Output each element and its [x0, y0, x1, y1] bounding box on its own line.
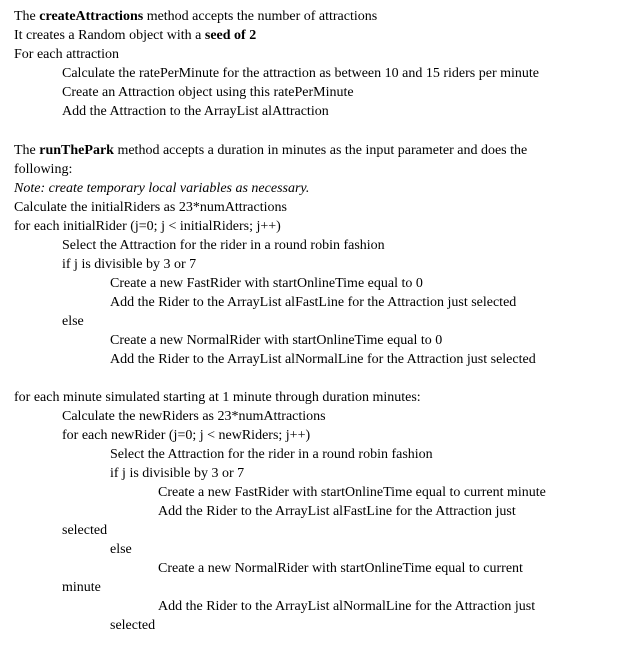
if-divisible-line: if j is divisible by 3 or 7	[62, 257, 197, 272]
select-attraction-line: Select the Attraction for the rider in a round robin fashion	[62, 238, 385, 253]
method-name-run-the-park: runThePark	[39, 143, 114, 158]
for-each-initial-rider-line: for each initialRider (j=0; j < initialRiders; j++)	[14, 219, 281, 234]
if-divisible-line: if j is divisible by 3 or 7	[110, 466, 245, 481]
create-normal-rider-line: Create a new NormalRider with startOnlineTime equal to current	[158, 561, 523, 576]
else-line: else	[110, 542, 132, 557]
create-fast-rider-line: Create a new FastRider with startOnlineTime equal to 0	[110, 276, 423, 291]
note-line: Note: create temporary local variables as necessary.	[14, 181, 310, 196]
add-normal-line-wrap: selected	[110, 618, 156, 633]
for-each-attraction-line: For each attraction	[14, 47, 119, 62]
select-attraction-line: Select the Attraction for the rider in a round robin fashion	[110, 447, 433, 462]
create-normal-rider-wrap: minute	[62, 580, 101, 595]
calc-rate-line: Calculate the ratePerMinute for the attraction as between 10 and 15 riders per minute	[62, 66, 539, 81]
intro-pre-text: The	[14, 9, 40, 24]
for-each-new-rider-line: for each newRider (j=0; j < newRiders; j++)	[62, 428, 311, 443]
intro-pre-text: The	[14, 143, 40, 158]
else-line: else	[62, 314, 84, 329]
add-normal-line-line: Add the Rider to the ArrayList alNormalLine for the Attraction just selected	[110, 352, 536, 367]
add-normal-line-line: Add the Rider to the ArrayList alNormalLine for the Attraction just	[158, 599, 536, 614]
add-attraction-line: Add the Attraction to the ArrayList alAttraction	[62, 104, 329, 119]
random-seed-bold: seed of 2	[204, 28, 257, 43]
run-the-park-intro	[14, 142, 527, 159]
add-fast-line-line: Add the Rider to the ArrayList alFastLine for the Attraction just selected	[110, 295, 517, 310]
following-line: following:	[14, 162, 73, 177]
create-normal-rider-line: Create a new NormalRider with startOnlineTime equal to 0	[110, 333, 443, 348]
create-attraction-line: Create an Attraction object using this ratePerMinute	[62, 85, 354, 100]
calc-initial-riders-line: Calculate the initialRiders as 23*numAttractions	[14, 200, 287, 215]
intro-post-text: method accepts a duration in minutes as the input parameter and does the	[113, 143, 528, 158]
calc-new-riders-line: Calculate the newRiders as 23*numAttractions	[62, 409, 326, 424]
random-seed-line	[14, 27, 256, 44]
create-attractions-intro	[14, 8, 377, 25]
random-pre-text: It creates a Random object with a	[14, 28, 205, 43]
for-each-minute-line: for each minute simulated starting at 1 minute through duration minutes:	[14, 390, 421, 405]
add-fast-line-wrap: selected	[62, 523, 108, 538]
add-fast-line-line: Add the Rider to the ArrayList alFastLine for the Attraction just	[158, 504, 516, 519]
method-name-create-attractions: createAttractions	[39, 9, 144, 24]
intro-post-text: method accepts the number of attractions	[143, 9, 378, 24]
create-fast-rider-line: Create a new FastRider with startOnlineTime equal to current minute	[158, 485, 546, 500]
